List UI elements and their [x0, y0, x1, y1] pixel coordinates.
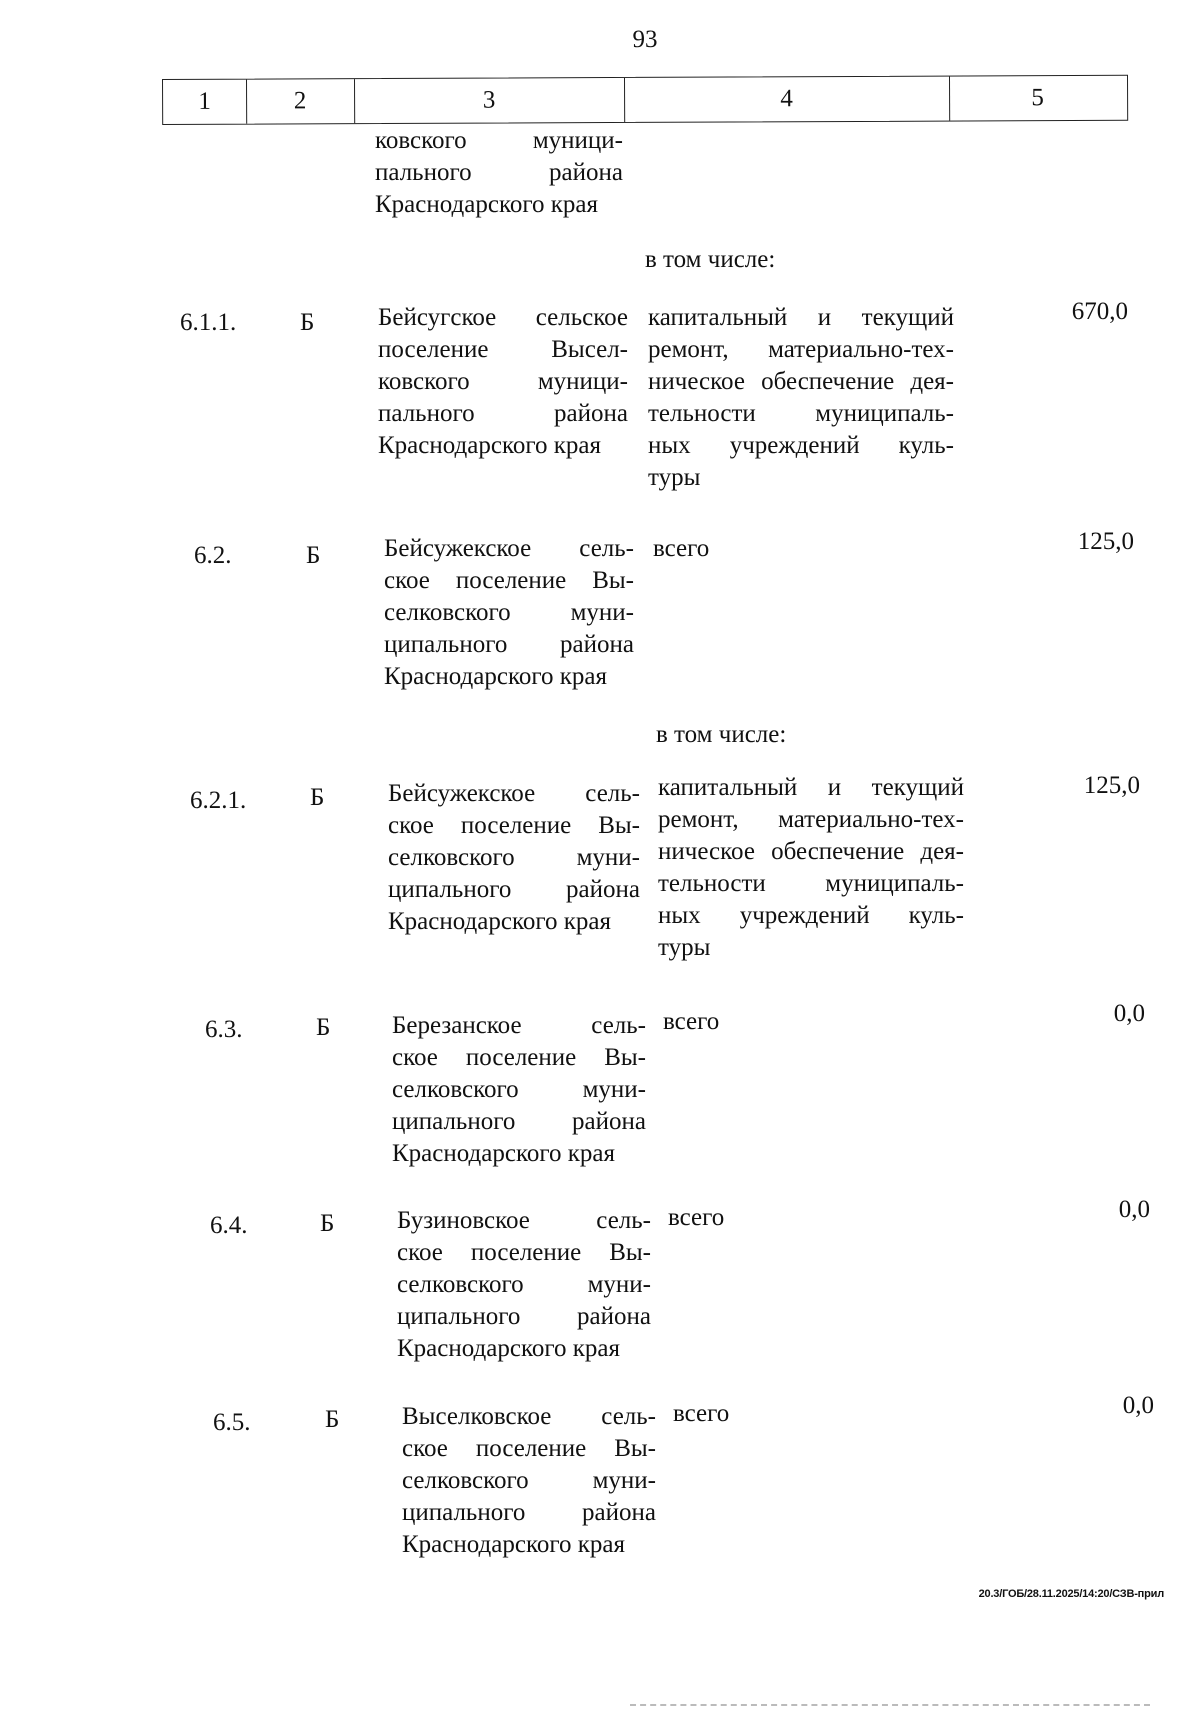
- row-amount: 0,0: [1113, 1000, 1145, 1027]
- row-name-line: Бейсужекское сель-: [384, 535, 634, 562]
- continued-name-line: ковского муници-: [375, 127, 623, 154]
- row-category: Б: [325, 1406, 340, 1433]
- row-name-line: селковского муни-: [384, 599, 634, 626]
- row-name: [397, 1205, 651, 1365]
- row-description-line: ных учреждений куль-: [648, 432, 954, 459]
- header-col-1: 1: [163, 80, 247, 124]
- row-name-line: ское поселение Вы-: [402, 1435, 656, 1462]
- row-description-line: всего: [668, 1204, 725, 1231]
- row-name: [402, 1401, 656, 1561]
- including-label: в том числе:: [656, 721, 787, 748]
- row-name-line: Выселковское сель-: [402, 1403, 656, 1430]
- row-number: 6.2.1.: [190, 787, 247, 814]
- row-description-line: капитальный и текущий: [648, 304, 954, 331]
- row-category: Б: [310, 784, 325, 811]
- row-number: 6.5.: [213, 1409, 251, 1436]
- row-description-line: тельности муниципаль-: [648, 400, 954, 427]
- row-name: [388, 778, 640, 938]
- bottom-divider: [630, 1704, 1150, 1706]
- row-description: [668, 1202, 968, 1234]
- row-description-line: всего: [663, 1008, 720, 1035]
- row-description-line: тельности муниципаль-: [658, 870, 964, 897]
- row-name-line: ципального района: [388, 876, 640, 903]
- row-name-line: селковского муни-: [392, 1076, 646, 1103]
- continued-name: [375, 125, 623, 221]
- including-label: в том числе:: [645, 246, 776, 273]
- row-name-line: Краснодарского края: [392, 1140, 615, 1167]
- row-number: 6.4.: [210, 1212, 248, 1239]
- row-name-line: поселение Высел-: [378, 336, 628, 363]
- row-name-line: пального района: [378, 400, 628, 427]
- row-name-line: Краснодарского края: [402, 1531, 625, 1558]
- table-header: [162, 75, 1128, 125]
- header-col-2: 2: [246, 79, 355, 123]
- row-description-line: всего: [673, 1400, 730, 1427]
- header-col-4: 4: [624, 77, 950, 122]
- row-description-line: ремонт, материально-тех-: [658, 806, 964, 833]
- row-name-line: селковского муни-: [402, 1467, 656, 1494]
- row-name-line: Краснодарского края: [397, 1335, 620, 1362]
- row-name-line: ское поселение Вы-: [392, 1044, 646, 1071]
- row-description-line: ническое обеспечение дея-: [658, 838, 964, 865]
- row-name-line: ципального района: [397, 1303, 651, 1330]
- continued-name-line: пального района: [375, 159, 623, 186]
- row-name-line: Бейсугское сельское: [378, 304, 628, 331]
- row-name-line: Березанское сель-: [392, 1012, 646, 1039]
- footer-stamp: 20.3/ГОБ/28.11.2025/14:20/СЗВ-прил: [978, 1588, 1164, 1600]
- row-description: [658, 772, 964, 964]
- row-category: Б: [300, 309, 315, 336]
- row-description-line: капитальный и текущий: [658, 774, 964, 801]
- row-name-line: ское поселение Вы-: [388, 812, 640, 839]
- row-amount: 125,0: [1083, 772, 1140, 799]
- row-description-line: ных учреждений куль-: [658, 902, 964, 929]
- row-description-line: туры: [648, 464, 701, 491]
- row-name-line: ское поселение Вы-: [397, 1239, 651, 1266]
- row-name-line: Бейсужекское сель-: [388, 780, 640, 807]
- row-category: Б: [320, 1210, 335, 1237]
- row-number: 6.1.1.: [180, 309, 237, 336]
- row-name-line: Краснодарского края: [388, 908, 611, 935]
- row-name-line: селковского муни-: [397, 1271, 651, 1298]
- row-name-line: ковского муници-: [378, 368, 628, 395]
- row-name-line: селковского муни-: [388, 844, 640, 871]
- row-description: [653, 533, 953, 565]
- row-number: 6.3.: [205, 1016, 243, 1043]
- row-category: Б: [306, 542, 321, 569]
- row-amount: 125,0: [1077, 528, 1134, 555]
- row-description: [663, 1006, 963, 1038]
- row-amount: 0,0: [1118, 1196, 1150, 1223]
- row-number: 6.2.: [194, 542, 232, 569]
- row-amount: 0,0: [1122, 1392, 1154, 1419]
- row-name-line: ское поселение Вы-: [384, 567, 634, 594]
- row-name-line: Бузиновское сель-: [397, 1207, 651, 1234]
- row-name-line: Краснодарского края: [384, 663, 607, 690]
- row-category: Б: [316, 1014, 331, 1041]
- row-description: [648, 302, 954, 494]
- row-description-line: туры: [658, 934, 711, 961]
- row-name: [384, 533, 634, 693]
- page-number: 93: [632, 26, 658, 53]
- row-name-line: ципального района: [384, 631, 634, 658]
- header-col-3: 3: [354, 78, 625, 123]
- row-name-line: ципального района: [392, 1108, 646, 1135]
- row-name-line: ципального района: [402, 1499, 656, 1526]
- row-description-line: всего: [653, 535, 710, 562]
- row-name-line: Краснодарского края: [378, 432, 601, 459]
- row-description: [673, 1398, 973, 1430]
- row-description-line: ремонт, материально-тех-: [648, 336, 954, 363]
- row-name: [392, 1010, 646, 1170]
- header-col-5: 5: [1031, 84, 1044, 112]
- continued-name-line: Краснодарского края: [375, 191, 598, 218]
- row-name: [378, 302, 628, 462]
- row-amount: 670,0: [1071, 298, 1128, 325]
- row-description-line: ническое обеспечение дея-: [648, 368, 954, 395]
